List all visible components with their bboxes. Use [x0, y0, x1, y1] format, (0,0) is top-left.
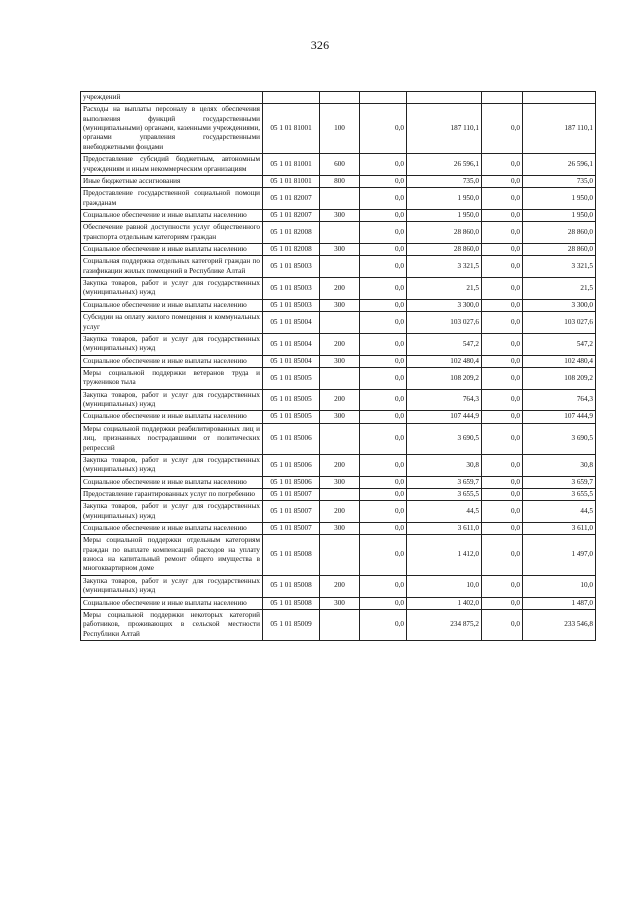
expense-type-cell	[320, 423, 360, 454]
amount-cell-4: 735,0	[523, 175, 596, 187]
expense-name-cell: Расходы на выплаты персоналу в целях обеспечения выполнения функций государственными (муниципальными) органами, казенными учреждениями, органами управления государственными внебюджетными фондами	[81, 104, 263, 154]
target-article-code-cell	[263, 92, 320, 104]
table-row	[81, 333, 596, 355]
expense-name-cell: Предоставление гарантированных услуг по погребению	[81, 488, 263, 500]
target-article-code-cell: 05 1 01 81001	[263, 175, 320, 187]
amount-cell-1: 0,0	[360, 423, 407, 454]
amount-cell-2: 764,3	[407, 389, 482, 411]
target-article-code-cell: 05 1 01 82007	[263, 188, 320, 210]
expense-name-cell: Закупка товаров, работ и услуг для государственных (муниципальных) нужд	[81, 333, 263, 355]
amount-cell-4: 21,5	[523, 278, 596, 300]
expense-type-cell: 300	[320, 523, 360, 535]
expense-type-cell: 100	[320, 104, 360, 154]
expense-name-cell: Меры социальной поддержки реабилитированных лиц и лиц, признанных пострадавшими от политических репрессий	[81, 423, 263, 454]
amount-cell-3: 0,0	[482, 333, 523, 355]
amount-cell-2: 3 611,0	[407, 523, 482, 535]
target-article-code-cell: 05 1 01 85006	[263, 476, 320, 488]
expense-type-cell: 200	[320, 333, 360, 355]
target-article-code-cell: 05 1 01 85003	[263, 256, 320, 278]
expense-type-cell: 300	[320, 597, 360, 609]
expense-type-cell: 200	[320, 454, 360, 476]
amount-cell-4: 233 546,8	[523, 609, 596, 640]
table-row	[81, 244, 596, 256]
amount-cell-2: 26 596,1	[407, 154, 482, 176]
amount-cell-1: 0,0	[360, 256, 407, 278]
amount-cell-1: 0,0	[360, 104, 407, 154]
amount-cell-1: 0,0	[360, 575, 407, 597]
table-row	[81, 535, 596, 575]
amount-cell-3: 0,0	[482, 104, 523, 154]
target-article-code-cell: 05 1 01 81001	[263, 104, 320, 154]
expense-type-cell: 600	[320, 154, 360, 176]
amount-cell-3: 0,0	[482, 609, 523, 640]
amount-cell-4: 28 860,0	[523, 244, 596, 256]
amount-cell-4: 26 596,1	[523, 154, 596, 176]
table-row	[81, 423, 596, 454]
amount-cell-2: 3 659,7	[407, 476, 482, 488]
table-row	[81, 278, 596, 300]
expense-name-cell: Предоставление субсидий бюджетным, автономным учреждениям и иным некоммерческим организациям	[81, 154, 263, 176]
amount-cell-2: 187 110,1	[407, 104, 482, 154]
table-row	[81, 609, 596, 640]
amount-cell-1: 0,0	[360, 535, 407, 575]
table-row	[81, 389, 596, 411]
table-row	[81, 256, 596, 278]
amount-cell-3: 0,0	[482, 256, 523, 278]
amount-cell-2: 107 444,9	[407, 411, 482, 423]
expense-type-cell: 300	[320, 299, 360, 311]
amount-cell-2: 1 402,0	[407, 597, 482, 609]
expense-type-cell	[320, 188, 360, 210]
amount-cell-4: 103 027,6	[523, 312, 596, 334]
amount-cell-1: 0,0	[360, 523, 407, 535]
expense-type-cell	[320, 256, 360, 278]
amount-cell-1: 0,0	[360, 501, 407, 523]
amount-cell-1: 0,0	[360, 476, 407, 488]
expense-type-cell	[320, 222, 360, 244]
amount-cell-4: 108 209,2	[523, 367, 596, 389]
amount-cell-4: 30,8	[523, 454, 596, 476]
amount-cell-2: 547,2	[407, 333, 482, 355]
expense-name-cell: Предоставление государственной социальной помощи гражданам	[81, 188, 263, 210]
expense-name-cell: Социальное обеспечение и иные выплаты населению	[81, 355, 263, 367]
target-article-code-cell: 05 1 01 81001	[263, 154, 320, 176]
amount-cell-4: 3 611,0	[523, 523, 596, 535]
amount-cell-1: 0,0	[360, 597, 407, 609]
target-article-code-cell: 05 1 01 85008	[263, 597, 320, 609]
amount-cell-3: 0,0	[482, 154, 523, 176]
amount-cell-2: 102 480,4	[407, 355, 482, 367]
amount-cell-3: 0,0	[482, 312, 523, 334]
amount-cell-1: 0,0	[360, 454, 407, 476]
amount-cell-1: 0,0	[360, 411, 407, 423]
amount-cell-3: 0,0	[482, 355, 523, 367]
amount-cell-4: 3 659,7	[523, 476, 596, 488]
table-row	[81, 188, 596, 210]
expense-type-cell	[320, 367, 360, 389]
amount-cell-3: 0,0	[482, 278, 523, 300]
amount-cell-1: 0,0	[360, 244, 407, 256]
table-row	[81, 411, 596, 423]
amount-cell-2: 44,5	[407, 501, 482, 523]
expense-type-cell: 800	[320, 175, 360, 187]
amount-cell-4	[523, 92, 596, 104]
amount-cell-3: 0,0	[482, 476, 523, 488]
amount-cell-2: 1 950,0	[407, 209, 482, 221]
table-row	[81, 299, 596, 311]
table-row	[81, 312, 596, 334]
expense-name-cell: Меры социальной поддержки отдельным категориям граждан по выплате компенсаций расходов на уплату взноса на капитальный ремонт общего имущества в многоквартирном доме	[81, 535, 263, 575]
expense-name-cell: Закупка товаров, работ и услуг для государственных (муниципальных) нужд	[81, 278, 263, 300]
expense-name-cell: Социальное обеспечение и иные выплаты населению	[81, 597, 263, 609]
amount-cell-3: 0,0	[482, 575, 523, 597]
expense-name-cell: Субсидии на оплату жилого помещения и коммунальных услуг	[81, 312, 263, 334]
amount-cell-1: 0,0	[360, 609, 407, 640]
target-article-code-cell: 05 1 01 85003	[263, 278, 320, 300]
expense-type-cell	[320, 609, 360, 640]
amount-cell-3: 0,0	[482, 367, 523, 389]
amount-cell-1: 0,0	[360, 188, 407, 210]
target-article-code-cell: 05 1 01 85005	[263, 367, 320, 389]
amount-cell-3: 0,0	[482, 501, 523, 523]
table-row	[81, 476, 596, 488]
amount-cell-4: 3 690,5	[523, 423, 596, 454]
expense-name-cell: Меры социальной поддержки некоторых категорий работников, проживающих в сельской местности Республики Алтай	[81, 609, 263, 640]
target-article-code-cell: 05 1 01 85008	[263, 535, 320, 575]
expense-type-cell	[320, 312, 360, 334]
amount-cell-4: 10,0	[523, 575, 596, 597]
amount-cell-2: 234 875,2	[407, 609, 482, 640]
table-row	[81, 92, 596, 104]
target-article-code-cell: 05 1 01 85009	[263, 609, 320, 640]
amount-cell-2	[407, 92, 482, 104]
amount-cell-3: 0,0	[482, 488, 523, 500]
target-article-code-cell: 05 1 01 85005	[263, 411, 320, 423]
expense-name-cell: Закупка товаров, работ и услуг для государственных (муниципальных) нужд	[81, 389, 263, 411]
amount-cell-1: 0,0	[360, 488, 407, 500]
amount-cell-1: 0,0	[360, 312, 407, 334]
expense-name-cell: Социальное обеспечение и иные выплаты населению	[81, 476, 263, 488]
expense-type-cell	[320, 92, 360, 104]
target-article-code-cell: 05 1 01 85007	[263, 488, 320, 500]
target-article-code-cell: 05 1 01 82007	[263, 209, 320, 221]
expense-type-cell	[320, 535, 360, 575]
target-article-code-cell: 05 1 01 85004	[263, 312, 320, 334]
expense-type-cell	[320, 488, 360, 500]
table-row	[81, 597, 596, 609]
amount-cell-2: 108 209,2	[407, 367, 482, 389]
target-article-code-cell: 05 1 01 85004	[263, 333, 320, 355]
amount-cell-2: 3 690,5	[407, 423, 482, 454]
table-row	[81, 575, 596, 597]
target-article-code-cell: 05 1 01 85008	[263, 575, 320, 597]
amount-cell-4: 1 950,0	[523, 209, 596, 221]
expense-type-cell: 300	[320, 355, 360, 367]
table-row	[81, 523, 596, 535]
amount-cell-4: 28 860,0	[523, 222, 596, 244]
amount-cell-2: 3 321,5	[407, 256, 482, 278]
amount-cell-2: 1 950,0	[407, 188, 482, 210]
amount-cell-2: 28 860,0	[407, 222, 482, 244]
amount-cell-4: 1 950,0	[523, 188, 596, 210]
amount-cell-1: 0,0	[360, 278, 407, 300]
amount-cell-4: 547,2	[523, 333, 596, 355]
expense-name-cell: Социальное обеспечение и иные выплаты населению	[81, 209, 263, 221]
table-row	[81, 104, 596, 154]
table-row	[81, 367, 596, 389]
expense-name-cell: Закупка товаров, работ и услуг для государственных (муниципальных) нужд	[81, 501, 263, 523]
target-article-code-cell: 05 1 01 85007	[263, 523, 320, 535]
amount-cell-4: 187 110,1	[523, 104, 596, 154]
target-article-code-cell: 05 1 01 85007	[263, 501, 320, 523]
amount-cell-4: 3 655,5	[523, 488, 596, 500]
expense-type-cell: 300	[320, 411, 360, 423]
amount-cell-3: 0,0	[482, 411, 523, 423]
expense-name-cell: Социальное обеспечение и иные выплаты населению	[81, 299, 263, 311]
target-article-code-cell: 05 1 01 85005	[263, 389, 320, 411]
budget-table-body	[81, 92, 596, 641]
expense-type-cell: 300	[320, 244, 360, 256]
amount-cell-2: 10,0	[407, 575, 482, 597]
amount-cell-4: 107 444,9	[523, 411, 596, 423]
amount-cell-1: 0,0	[360, 389, 407, 411]
target-article-code-cell: 05 1 01 85003	[263, 299, 320, 311]
amount-cell-2: 3 655,5	[407, 488, 482, 500]
expense-name-cell: Закупка товаров, работ и услуг для государственных (муниципальных) нужд	[81, 454, 263, 476]
expense-name-cell: Социальное обеспечение и иные выплаты населению	[81, 244, 263, 256]
amount-cell-2: 103 027,6	[407, 312, 482, 334]
expense-name-cell: Иные бюджетные ассигнования	[81, 175, 263, 187]
amount-cell-3: 0,0	[482, 244, 523, 256]
amount-cell-4: 1 487,0	[523, 597, 596, 609]
amount-cell-3: 0,0	[482, 454, 523, 476]
expense-type-cell: 300	[320, 209, 360, 221]
amount-cell-4: 3 321,5	[523, 256, 596, 278]
budget-table	[80, 91, 596, 641]
amount-cell-1: 0,0	[360, 367, 407, 389]
table-row	[81, 488, 596, 500]
amount-cell-2: 1 412,0	[407, 535, 482, 575]
expense-name-cell: Социальное обеспечение и иные выплаты населению	[81, 523, 263, 535]
amount-cell-1: 0,0	[360, 154, 407, 176]
amount-cell-3: 0,0	[482, 175, 523, 187]
table-row	[81, 501, 596, 523]
amount-cell-4: 764,3	[523, 389, 596, 411]
amount-cell-4: 44,5	[523, 501, 596, 523]
amount-cell-4: 1 497,0	[523, 535, 596, 575]
table-row	[81, 222, 596, 244]
amount-cell-1	[360, 92, 407, 104]
target-article-code-cell: 05 1 01 82008	[263, 222, 320, 244]
amount-cell-3: 0,0	[482, 222, 523, 244]
amount-cell-3: 0,0	[482, 209, 523, 221]
table-row	[81, 175, 596, 187]
amount-cell-2: 21,5	[407, 278, 482, 300]
amount-cell-4: 102 480,4	[523, 355, 596, 367]
table-row	[81, 154, 596, 176]
amount-cell-3: 0,0	[482, 535, 523, 575]
amount-cell-1: 0,0	[360, 175, 407, 187]
expense-type-cell: 200	[320, 575, 360, 597]
expense-name-cell: Обеспечение равной доступности услуг общественного транспорта отдельным категориям граждан	[81, 222, 263, 244]
amount-cell-2: 3 300,0	[407, 299, 482, 311]
amount-cell-1: 0,0	[360, 222, 407, 244]
amount-cell-2: 28 860,0	[407, 244, 482, 256]
expense-type-cell: 200	[320, 389, 360, 411]
expense-name-cell: Социальная поддержка отдельных категорий граждан по газификации жилых помещений в Республике Алтай	[81, 256, 263, 278]
expense-type-cell: 200	[320, 278, 360, 300]
amount-cell-3: 0,0	[482, 523, 523, 535]
amount-cell-1: 0,0	[360, 209, 407, 221]
expense-name-cell: Меры социальной поддержки ветеранов труда и тружеников тыла	[81, 367, 263, 389]
amount-cell-3	[482, 92, 523, 104]
amount-cell-3: 0,0	[482, 188, 523, 210]
amount-cell-1: 0,0	[360, 355, 407, 367]
amount-cell-3: 0,0	[482, 423, 523, 454]
target-article-code-cell: 05 1 01 82008	[263, 244, 320, 256]
target-article-code-cell: 05 1 01 85006	[263, 423, 320, 454]
expense-name-cell: Социальное обеспечение и иные выплаты населению	[81, 411, 263, 423]
expense-type-cell: 300	[320, 476, 360, 488]
target-article-code-cell: 05 1 01 85004	[263, 355, 320, 367]
expense-type-cell: 200	[320, 501, 360, 523]
expense-name-cell: Закупка товаров, работ и услуг для государственных (муниципальных) нужд	[81, 575, 263, 597]
table-row	[81, 454, 596, 476]
amount-cell-1: 0,0	[360, 299, 407, 311]
page-number: 326	[310, 38, 330, 52]
amount-cell-3: 0,0	[482, 389, 523, 411]
amount-cell-2: 735,0	[407, 175, 482, 187]
amount-cell-3: 0,0	[482, 299, 523, 311]
target-article-code-cell: 05 1 01 85006	[263, 454, 320, 476]
expense-name-cell: учреждений	[81, 92, 263, 104]
amount-cell-2: 30,8	[407, 454, 482, 476]
table-row	[81, 209, 596, 221]
amount-cell-3: 0,0	[482, 597, 523, 609]
table-row	[81, 355, 596, 367]
amount-cell-1: 0,0	[360, 333, 407, 355]
amount-cell-4: 3 300,0	[523, 299, 596, 311]
